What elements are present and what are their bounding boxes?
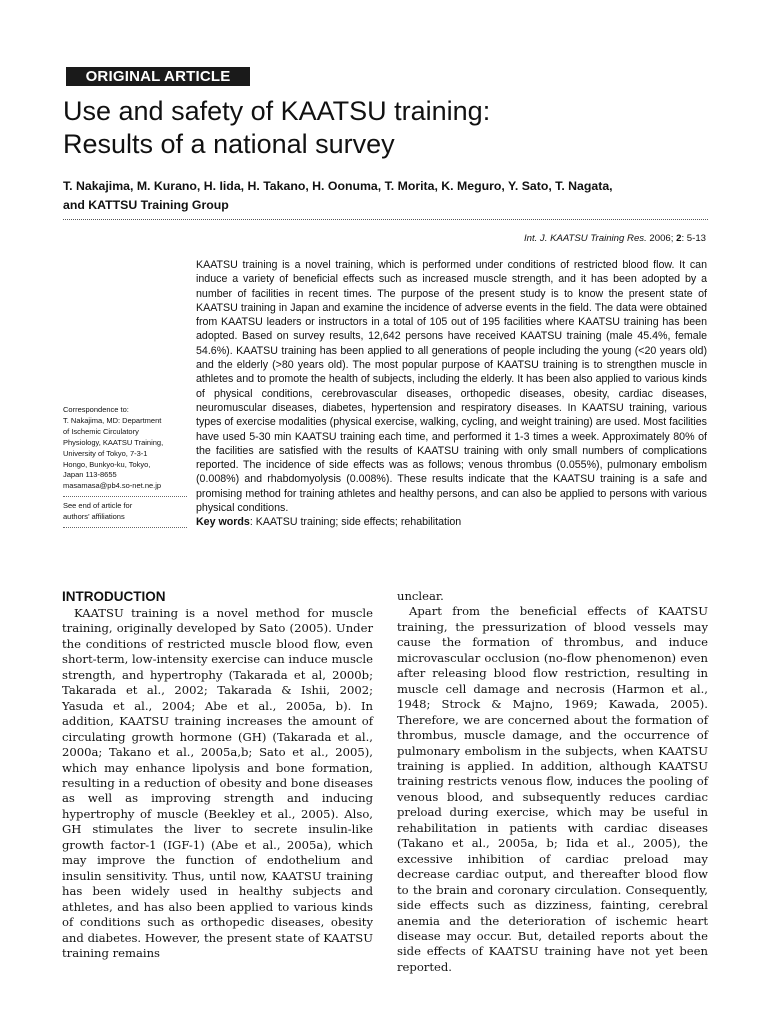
affiliations-note-line-1: See end of article for (63, 501, 133, 511)
intro-paragraph-2: Apart from the beneficial effects of KAATSU training, the pressurization of blood vessels may cause the formation of thrombus, and induce microvascular occlusion (no-flow phenomenon) even after releasing blood flow restriction, resulting in muscle cell damage and necrosis (Harmon et al., 1948; Strock & Majno, 1969; Kawada, 2005). Therefore, we are concerned about the formation of thrombus, muscle damage, and the occurrence of pulmonary embolism in the subjects, when KAATSU training is applied. In addition, although KAATSU training restricts venous flow, induces the pooling of venous blood, and subsequently reduces cardiac preload during exercise, which may be useful in rehabilitation in patients with cardiac diseases (Takano et al., 2005a, b; Iida et al., 2005), the excessive inhibition of cardiac preload may decrease cardiac output, and thereafter blood flow to the brain and coronary circulation. Consequently, side effects such as dizziness, fainting, cerebral anemia and the deterioration of ischemic heart disease may occur. But, detailed reports about the side effects of KAATSU training have not yet been reported. (397, 604, 708, 974)
intro-paragraph-1: KAATSU training is a novel method for muscle training, originally developed by Sato (2005). Under the conditions of restricted muscle blood flow, even short-term, low-intensity exercise can induce muscle strength, and hypertrophy (Takarada et al, 2000b; Takarada et al., 2002; Takarada & Ishii, 2002; Yasuda et al., 2004; Abe et al., 2005a, b). In addition, KAATSU training increases the amount of circulating growth hormone (GH) (Takarada et al., 2000a; Takano et al., 2005a,b; Sato et al., 2005), which may enhance lipolysis and bone formation, resulting in a reduction of obesity and bone diseases as well as improving strength and inducing hypertrophy of muscle (Beekley et al., 2005). Also, GH stimulates the liver to secrete insulin-like growth factor-1 (IGF-1) (Abe et al., 2005a), which may improve the function of endothelium and insulin sensitivity. Thus, until now, KAATSU training has been widely used in healthy subjects and athletes, and has also been applied to various kinds of conditions such as orthopedic diseases, obesity and diabetes. However, the present state of KAATSU training remains (62, 606, 373, 960)
journal-citation (306, 233, 706, 245)
body-column-right (397, 589, 708, 975)
correspondence-label: Correspondence to: (63, 405, 129, 414)
correspondence-divider (63, 496, 187, 497)
correspondence-line: Japan 113-8655 (63, 470, 117, 480)
correspondence-line: Hongo, Bunkyo-ku, Tokyo, (63, 459, 151, 469)
journal-year: 2006; (649, 233, 674, 244)
abstract (196, 258, 707, 530)
correspondence-box (63, 405, 187, 532)
journal-pages: : 5-13 (681, 233, 706, 244)
article-title (63, 95, 713, 161)
journal-name: Int. J. KAATSU Training Res. (523, 233, 647, 244)
title-line-2: Results of a national survey (63, 129, 395, 159)
correspondence-email: masamasa@pb4.so-net.ne.jp (63, 481, 162, 491)
title-line-1: Use and safety of KAATSU training: (63, 96, 491, 126)
affiliations-note-line-2: authors’ affiliations (63, 512, 125, 522)
header-divider (63, 219, 708, 220)
authors-line-1: T. Nakajima, M. Kurano, H. Iida, H. Takano, H. Oonuma, T. Morita, K. Meguro, Y. Sato, T. Nagata, (63, 179, 613, 193)
correspondence-line: T. Nakajima, MD: Department (63, 415, 162, 425)
journal-volume: 2 (676, 233, 682, 244)
section-tag: ORIGINAL ARTICLE (66, 67, 250, 86)
intro-paragraph-1-continued: unclear. (397, 589, 444, 603)
correspondence-line: of Ischemic Circulatory (63, 426, 139, 436)
correspondence-line: Physiology, KAATSU Training, (63, 437, 164, 447)
authors-line-2: and KATTSU Training Group (63, 198, 229, 212)
keywords-list: : KAATSU training; side effects; rehabilitation (249, 516, 462, 529)
section-heading-introduction: INTRODUCTION (62, 589, 166, 604)
correspondence-line: University of Tokyo, 7-3-1 (63, 448, 148, 458)
correspondence-divider (63, 527, 187, 528)
keywords (196, 515, 707, 529)
abstract-text: KAATSU training is a novel training, which is performed under conditions of restricted blood flow. It can induce a variety of beneficial effects such as increased muscle strength, and it has been adopted by a number of facilities in recent times. The purpose of the present study is to know the present state of KAATSU training in Japan and examine the incidence of adverse events in the field. The data were obtained from KAATSU leaders or instructors in a total of 105 out of 195 facilities where KAATSU training has been adopted. Based on survey results, 12,642 persons have received KAATSU training (male 45.4%, female 54.6%). KAATSU training has been applied to all generations of people including the young (<20 years old) and the elderly (>80 years old). The most popular purpose of KAATSU training is to strengthen muscle in athletes and to promote the health of subjects, including the elderly. It has been also applied to various kinds of physical conditions, cerebrovascular diseases, orthopedic diseases, obesity, cardiac diseases, neuromuscular diseases, diabetes, hypertension and respiratory diseases. In KAATSU training, various types of exercise modalities (physical exercise, walking, cycling, and weight training) are used. Most facilities have used 5-30 min KAATSU training each time, and performed it 1-3 times a week. Approximately 80% of the facilities are satisfied with the results of KAATSU training with only small numbers of complications reported. The incidence of side effects was as follows; venous thrombus (0.055%), pulmonary embolism (0.008%) and rhabdomyolysis (0.008%). These results indicate that the KAATSU training is a safe and promising method for training athletes and healthy persons, and can also be applied to persons with various physical conditions. (196, 259, 707, 515)
body-column-left (62, 589, 373, 961)
author-list (63, 177, 713, 215)
keywords-label: Key words (196, 516, 250, 529)
